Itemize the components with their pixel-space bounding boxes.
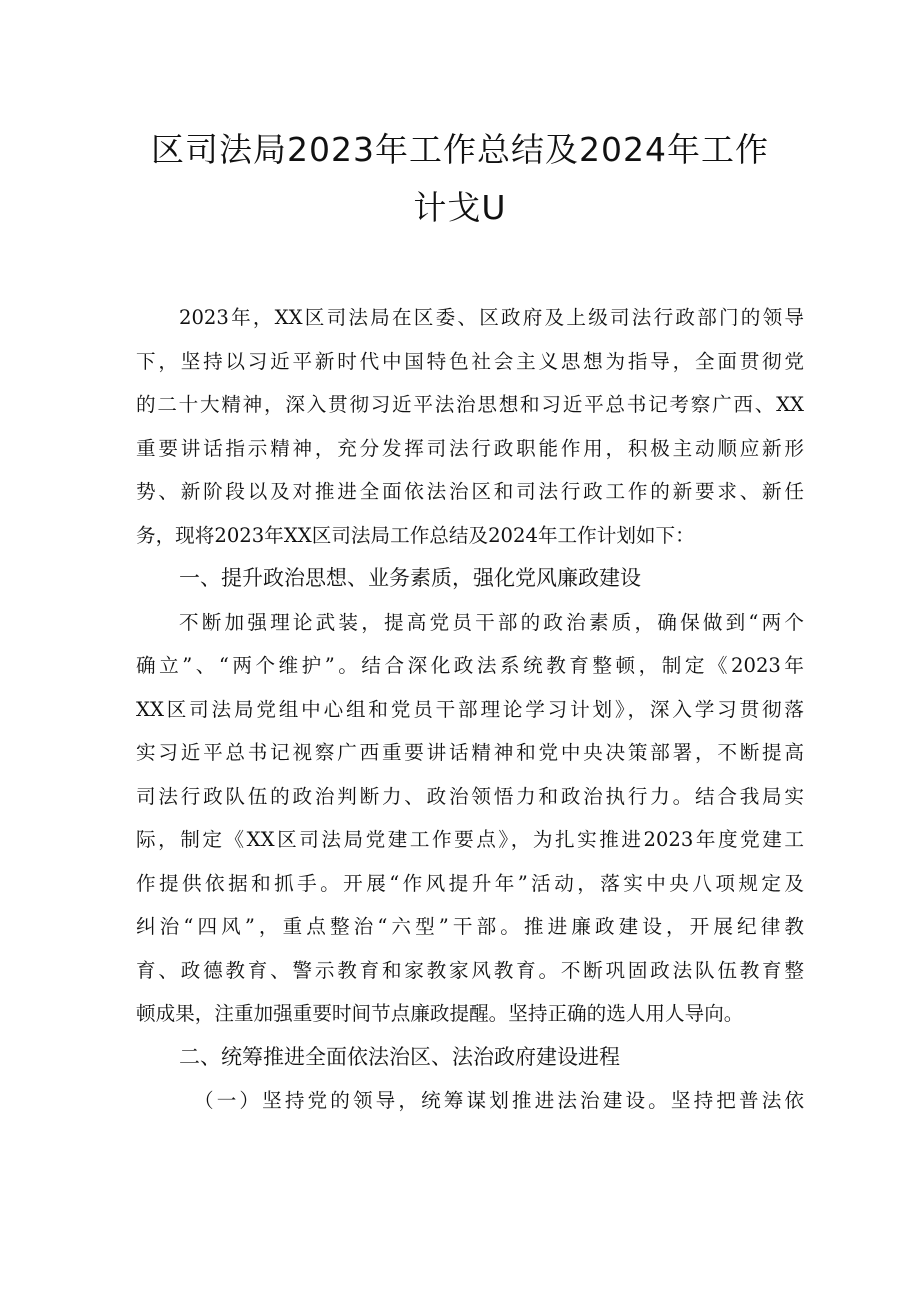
document-title-line-2: 计戈U — [413, 188, 507, 227]
paragraph-line: （一）坚持党的领导，统筹谋划推进法治建设。坚持把普法依 — [194, 1089, 804, 1112]
paragraph-line: 的二十大精神，深入贯彻习近平法治思想和习近平总书记考察广西、XX — [136, 393, 804, 416]
paragraph-line: 司法行政队伍的政治判断力、政治领悟力和政治执行力。结合我局实 — [136, 784, 804, 808]
section-1-heading: 一、提升政治思想、业务素质，强化党风廉政建设 — [179, 566, 641, 590]
section-2-paragraph — [136, 1079, 804, 1123]
paragraph-line: 下，坚持以习近平新时代中国特色社会主义思想为指导，全面贯彻党 — [136, 349, 804, 373]
paragraph-line: 实习近平总书记视察广西重要讲话精神和党中央决策部署，不断提高 — [136, 741, 804, 764]
document-body — [136, 296, 804, 1123]
paragraph-line: 2023年，XX区司法局在区委、区政府及上级司法行政部门的领导 — [179, 306, 804, 329]
paragraph-line: 重要讲话指示精神，充分发挥司法行政职能作用，积极主动顺应新形 — [136, 436, 804, 460]
section-2-heading: 二、统筹推进全面依法治区、法治政府建设进程 — [179, 1044, 620, 1069]
paragraph-line: 作提供依据和抓手。开展“作风提升年”活动，落实中央八项规定及 — [136, 871, 804, 895]
paragraph-line: 顿成果，注重加强重要时间节点廉政提醒。坚持正确的选人用人导向。 — [136, 1002, 744, 1025]
section-1-paragraph — [136, 601, 804, 1036]
paragraph-line: 育、政德教育、警示教育和家教家风教育。不断巩固政法队伍教育整 — [136, 958, 804, 982]
paragraph-line: 不断加强理论武装，提高党员干部的政治素质，确保做到“两个 — [179, 610, 804, 634]
document-title-line-1: 区司法局2023年工作总结及2024年工作 — [151, 130, 769, 169]
paragraph-line: 务，现将2023年XX区司法局工作总结及2024年工作计划如下： — [136, 523, 695, 547]
paragraph-line: 确立”、“两个维护”。结合深化政法系统教育整顿，制定《2023年 — [136, 654, 804, 677]
paragraph-line: XX区司法局党组中心组和党员干部理论学习计划》，深入学习贯彻落 — [136, 697, 804, 721]
paragraph-line: 势、新阶段以及对推进全面依法治区和司法行政工作的新要求、新任 — [136, 480, 804, 503]
paragraph-line: 际，制定《XX区司法局党建工作要点》，为扎实推进2023年度党建工 — [136, 828, 804, 851]
paragraph-line: 纠治“四风”，重点整治“六型”干部。推进廉政建设，开展纪律教 — [136, 915, 804, 938]
intro-paragraph — [136, 296, 804, 557]
